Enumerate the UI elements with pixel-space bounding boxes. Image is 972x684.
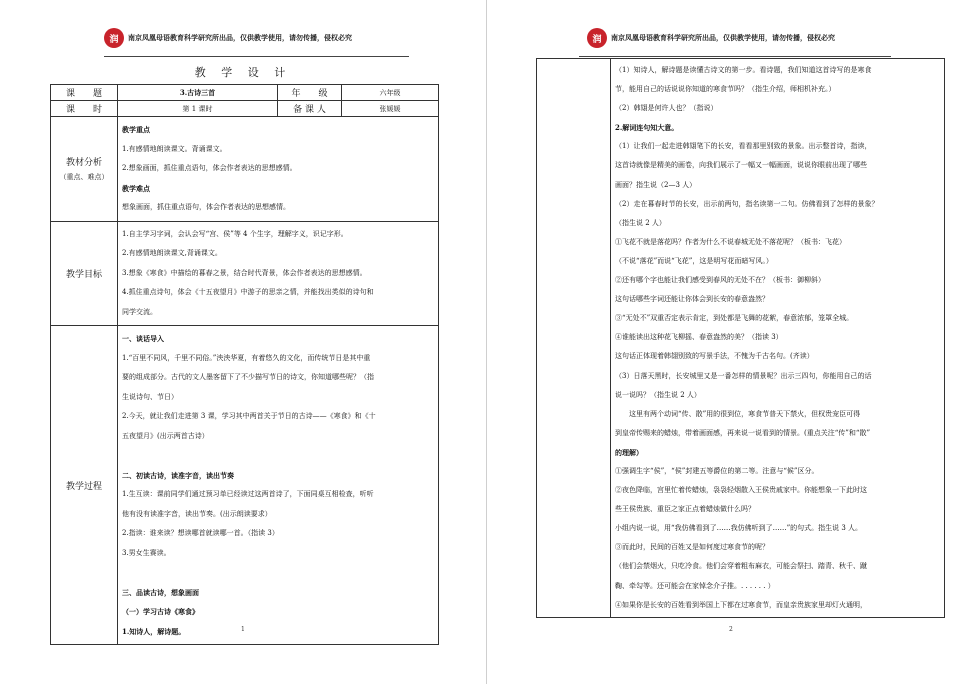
process-line: 他有没有读准字音，读出节奏。(出示朗读要求） xyxy=(122,509,272,518)
process-line: （1）知诗人，解诗题是读懂古诗文的第一步。看诗题，我们知道这首诗写的是寒食 xyxy=(615,66,872,74)
process-line: （3）日落天黑时，长安城里又是一番怎样的情景呢？出示三四句，你能用自己的话 xyxy=(615,371,872,380)
process-line: 说一说吗？（指生说 2 人） xyxy=(615,390,701,399)
table-row xyxy=(537,59,945,618)
process-line: （2）走在暮春时节的长安，出示前两句，指名读第一二句。仿佛看到了怎样的景象？ xyxy=(615,199,879,208)
lesson-process-continued-table xyxy=(536,58,945,618)
goal-line: 同学交流。 xyxy=(122,307,157,316)
process-line: ④如果你是长安的百姓看到举国上下都在过寒食节，而皇亲贵族家里却灯火通明， xyxy=(615,600,867,609)
process-line: 些王侯贵族、重臣之家正点着蜡烛做什么吗？ xyxy=(615,505,755,514)
process-line: （一）学习古诗《寒食》 xyxy=(122,607,199,616)
process-line: 三、品读古诗，想象画面 xyxy=(122,587,199,597)
page-number: 2 xyxy=(729,626,733,633)
process-line: （2）韩翃是何许人也？（指说） xyxy=(615,104,718,113)
goals-content xyxy=(118,221,439,326)
process-line: 这句话正体现着韩翃别致的写景手法，不愧为千古名句。(齐读） xyxy=(615,352,814,361)
label-analysis xyxy=(51,117,118,222)
page-header xyxy=(104,24,352,52)
process-line: （他们会禁烟火，只吃冷食。他们会穿着粗布麻衣，可能会祭扫、踏青、秋千、蹴 xyxy=(615,562,867,571)
value-teacher: 张媛媛 xyxy=(342,101,439,117)
process-line: 画面？指生说（2—3 人） xyxy=(615,180,697,189)
process-line: 到皇帝传赐来的蜡烛，带着画面感，再来说一说看到的情景。(重点关注“传”和“散” xyxy=(615,428,871,437)
label-cell-empty xyxy=(537,59,611,618)
page-header xyxy=(587,24,835,52)
process-line: 这句话哪些字词还能让你体会到长安的春意盎然？ xyxy=(615,295,769,304)
label-period: 课 时 xyxy=(51,101,118,117)
process-line: 1.知诗人，解诗题。 xyxy=(122,626,186,636)
process-line xyxy=(122,446,434,466)
process-line: 1.生互读：课前同学们通过预习单已经读过这两首诗了，下面同桌互相检查，听听 xyxy=(122,490,374,498)
process-line: （指生说 2 人） xyxy=(615,218,666,227)
document-title: 教 学 设 计 xyxy=(194,66,292,79)
analysis-line: 2.想象画面，抓住重点语句，体会作者表达的思想感情。 xyxy=(122,164,297,172)
table-row xyxy=(51,221,439,326)
publisher-logo-icon: 润 xyxy=(587,28,607,48)
value-topic: 3.古诗三首 xyxy=(118,85,278,101)
label-teacher: 备 课 人 xyxy=(278,101,342,117)
process-line: 一、谈话导入 xyxy=(122,334,164,343)
process-line: 2.今天，就让我们走进第 3 课，学习其中两首关于节日的古诗——《寒食》和《十 xyxy=(122,412,376,420)
process-line: ①飞花不就是落花吗？作者为什么不说春城无处不落花呢？（板书：飞花） xyxy=(615,237,846,246)
page-number: 1 xyxy=(241,626,245,633)
process-continued-content xyxy=(611,59,945,618)
process-line: 这首诗就像是精美的画卷，向我们展示了一幅又一幅画面，说说你眼前出现了哪些 xyxy=(615,161,867,170)
process-line: 的理解） xyxy=(615,447,643,457)
process-line: 2.指读：谁来读？想读哪首就读哪一首。（指读 3） xyxy=(122,529,279,537)
analysis-line: 1.有感情地朗读课文。背诵课文。 xyxy=(122,144,227,153)
label-process: 教学过程 xyxy=(51,326,118,645)
process-line: 小组内说一说，用“我仿佛看到了……我仿佛听到了……”的句式。指生说 3 人。 xyxy=(615,524,863,533)
process-line: （1）让我们一起走进韩翃笔下的长安，看看那里别致的景象。出示整首诗，指读， xyxy=(615,142,872,151)
goal-line: 3.想象《寒食》中描绘的暮春之景，结合时代背景，体会作者表达的思想感情。 xyxy=(122,268,367,277)
process-line: （不说“落花”而说“飞花”，这是明写花而暗写风。） xyxy=(615,256,773,265)
process-line: 1.“百里不同风，千里不同俗。”泱泱华夏，有着悠久的文化，而传统节日是其中重 xyxy=(122,353,371,362)
analysis-line: 教学难点 xyxy=(122,183,150,193)
header-text: 南京凤凰母语教育科学研究所出品，仅供教学使用，请勿传播，侵权必究 xyxy=(611,33,835,42)
process-line: 生说诗句、节日） xyxy=(122,392,178,401)
process-line: 要的组成部分。古代的文人墨客留下了不少描写节日的诗文，你知道哪些呢？（指 xyxy=(122,373,374,381)
publisher-logo-icon: 润 xyxy=(104,28,124,48)
process-line: ②夜色降临，宫里忙着传蜡烛，袅袅轻烟散入王侯贵戚家中。你能想象一下此时这 xyxy=(615,486,867,495)
value-grade: 六年级 xyxy=(342,85,439,101)
process-line: 二、初读古诗，读准字音，读出节奏 xyxy=(122,470,234,480)
process-line: 这里有两个动词“传、散”用的很到位，寒食节普天下禁火，但权贵宠臣可得 xyxy=(629,409,861,418)
table-row xyxy=(51,117,439,222)
goal-line: 2.有感情地朗读课文,背诵课文。 xyxy=(122,249,222,257)
process-line: ④谁能读出这种花飞柳摇、春意盎然的美？（指读 3） xyxy=(615,333,783,342)
table-row xyxy=(51,101,439,117)
process-line: 五夜望月》(出示两首古诗） xyxy=(122,431,209,440)
process-line: 鞠、牵勾等。还可能会在家悼念介子推。. . . . . . ） xyxy=(615,581,775,590)
process-line: ②还有哪个字也能让我们感受到春风的无处不在？（板书：御柳斜） xyxy=(615,276,825,285)
process-line: 2.解词连句知大意。 xyxy=(615,123,679,133)
analysis-content xyxy=(118,117,439,222)
process-content xyxy=(118,326,439,645)
header-text: 南京凤凰母语教育科学研究所出品，仅供教学使用，请勿传播，侵权必究 xyxy=(128,33,352,42)
process-line: 节，能用自己的话说说你知道的寒食节吗？（指生介绍，师相机补充。） xyxy=(615,85,836,94)
process-line: ③“无处不”双重否定表示肯定，到处都是飞舞的花絮，春意浓郁，笼罩全城。 xyxy=(615,314,854,323)
label-analysis-sub: （重点、难点） xyxy=(59,173,109,182)
lesson-plan-table xyxy=(50,84,439,645)
label-analysis-main: 教材分析 xyxy=(65,158,102,169)
process-line: ①强调生字“侯”，“侯”封建五等爵位的第二等。注意与“候”区分。 xyxy=(615,466,819,475)
goal-line: 4.抓住重点诗句，体会《十五夜望月》中游子的思亲之情，并能找出类似的诗句和 xyxy=(122,288,374,296)
header-divider xyxy=(579,56,891,57)
table-row xyxy=(51,326,439,645)
process-line: 3.男女生赛读。 xyxy=(122,548,171,557)
header-divider xyxy=(104,56,409,57)
label-goals: 教学目标 xyxy=(51,221,118,326)
process-line: ③而此时，民间的百姓又是如何度过寒食节的呢？ xyxy=(615,543,769,552)
analysis-line: 教学重点 xyxy=(122,125,150,134)
label-topic: 课 题 xyxy=(51,85,118,101)
process-line xyxy=(122,563,434,583)
label-grade: 年 级 xyxy=(278,85,342,101)
value-period: 第 1 课时 xyxy=(118,101,278,117)
table-row xyxy=(51,85,439,101)
analysis-line: 想象画面，抓住重点语句，体会作者表达的思想感情。 xyxy=(122,203,290,211)
goal-line: 1.自主学习字词，会认会写“宫、侯”等 4 个生字，理解字义，识记字形。 xyxy=(122,229,348,238)
